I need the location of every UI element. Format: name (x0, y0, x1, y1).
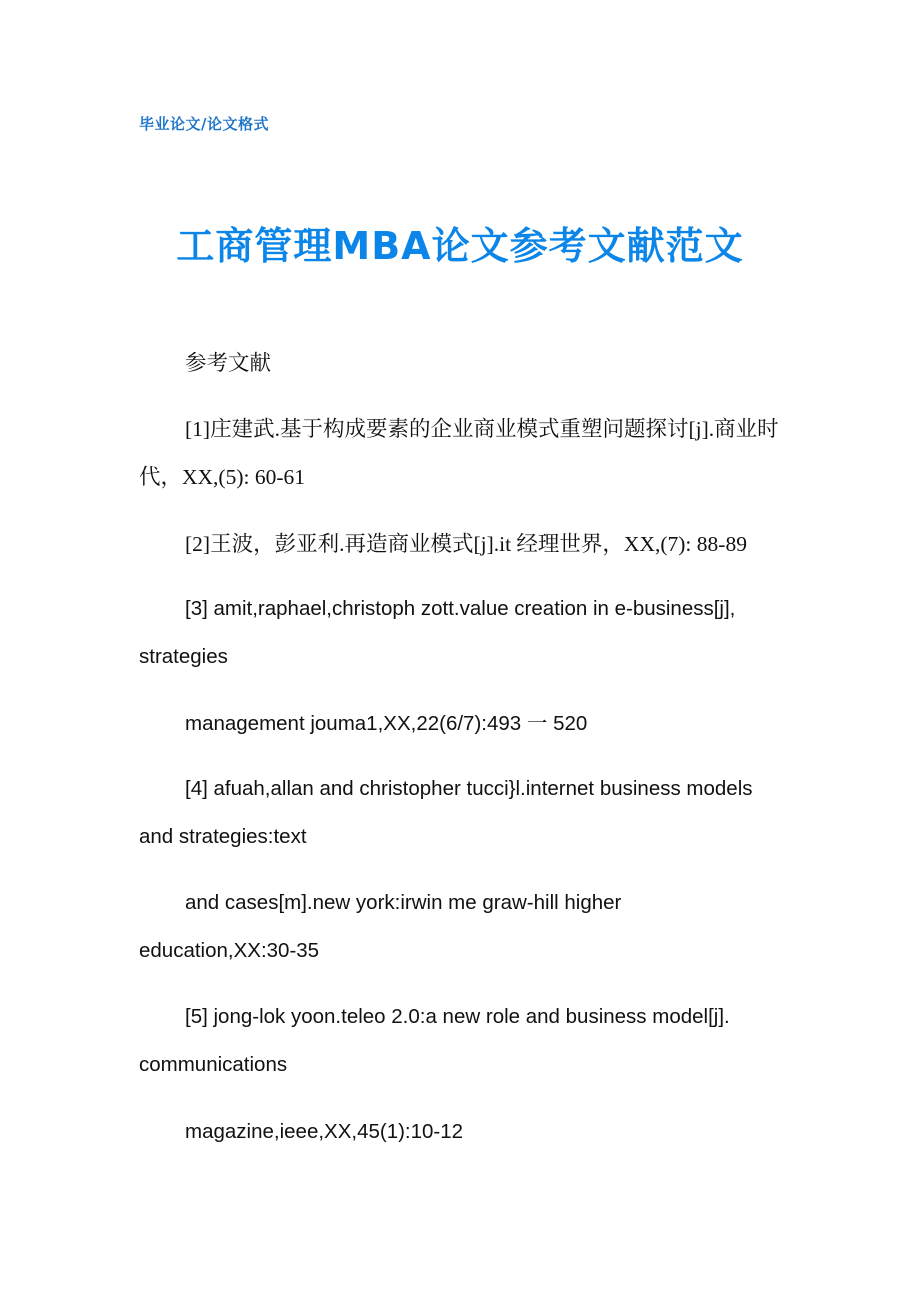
breadcrumb[interactable]: 毕业论文/论文格式 (139, 115, 269, 133)
reference-paragraph: magazine,ieee,XX,45(1):10-12 (185, 1120, 464, 1143)
reference-paragraph: [5] jong-lok yoon.teleo 2.0:a new role and business model[j]. communications (139, 1005, 730, 1076)
reference-paragraph: and cases[m].new york:irwin me graw-hill higher education,XX:30-35 (139, 891, 622, 962)
page-title: 工商管理MBA论文参考文献范文 (176, 224, 744, 268)
reference-paragraph: management jouma1,XX,22(6/7):493 一 520 (185, 712, 588, 735)
reference-paragraph: [1]庄建武.基于构成要素的企业商业模式重塑问题探讨[j].商业时代，XX,(5): 60-61 (139, 417, 779, 489)
reference-paragraph: [3] amit,raphael,christoph zott.value creation in e-business[j], strategies (139, 597, 736, 668)
section-label: 参考文献 (185, 351, 272, 375)
reference-paragraph: [2]王波，彭亚利.再造商业模式[j].it 经理世界，XX,(7): 88-89 (185, 532, 747, 556)
reference-paragraph: [4] afuah,allan and christopher tucci}l.internet business models and strategies:text (139, 777, 753, 848)
